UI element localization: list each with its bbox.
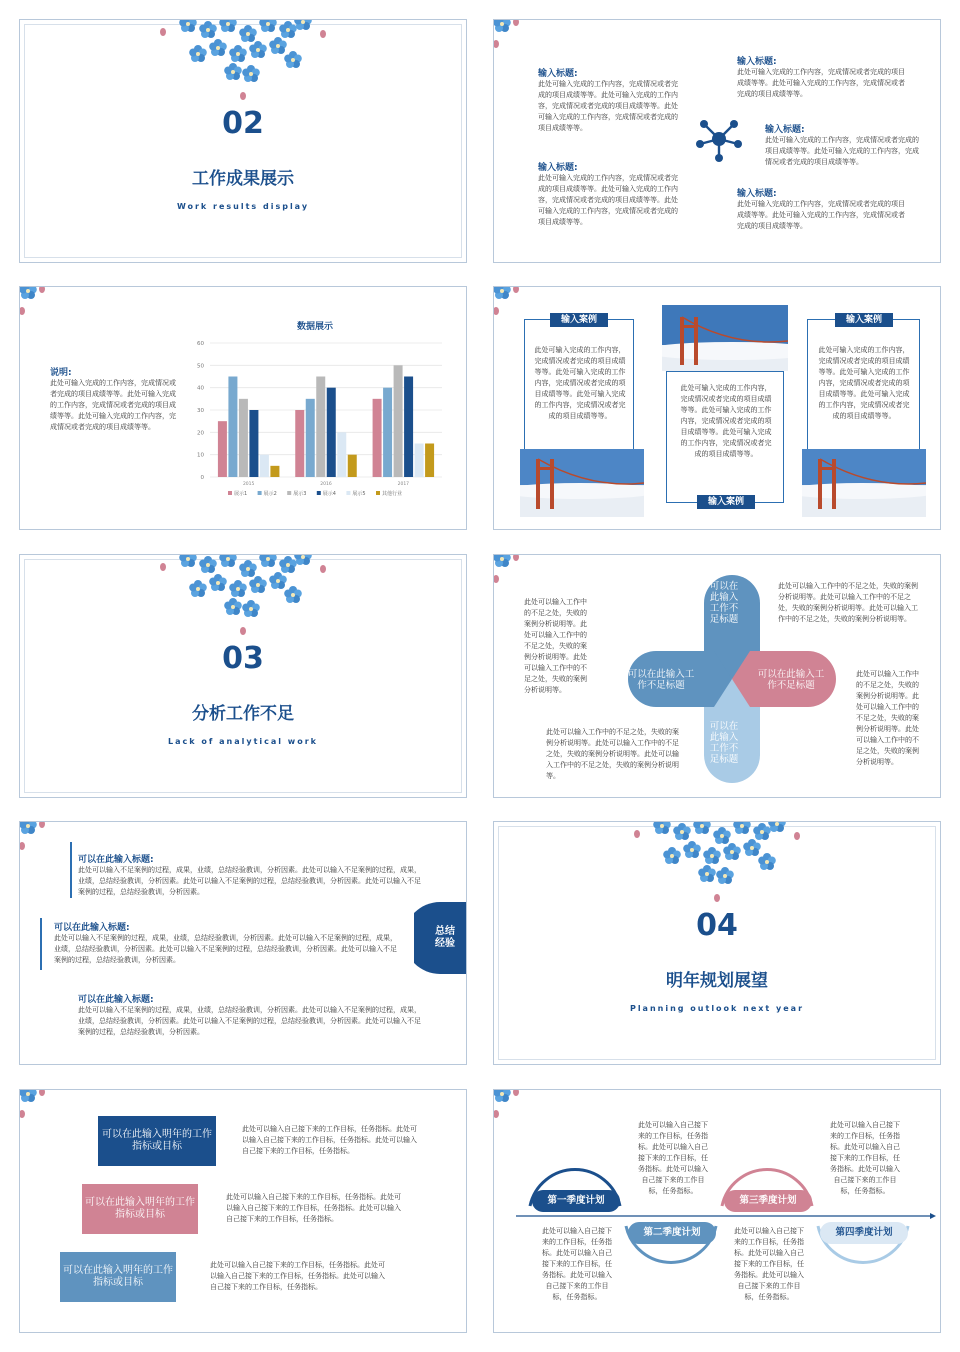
legend-label: 展示4: [322, 491, 336, 497]
bar-展示1-2016: [295, 410, 304, 477]
bar-chart: [180, 317, 450, 507]
bar-展示4-2015: [249, 410, 258, 477]
lesson-heading: 可以在此输入标题:: [54, 923, 130, 933]
text-right: 此处可以输入工作中的不足之处，失败的案例分析说明等。此处可以输入工作中的不足之处，失败的案例分析说明等。此处可以输入工作中的不足之处，失败的案例分析说明等。: [856, 670, 919, 766]
block-body: 此处可输入完成的工作内容，完成情况或者完成的项目成绩等等。此处可输入完成的工作内容，完成情况或者完成的项目成绩等等。: [737, 200, 905, 230]
slide-quarterly-plan[interactable]: [493, 1089, 941, 1333]
y-tick-label: 20: [197, 430, 204, 437]
bridge-photo: [662, 305, 788, 371]
x-tick-label: 2017: [397, 482, 410, 487]
accent-line: [70, 842, 72, 898]
legend-label: 展示5: [352, 491, 366, 497]
case-body-center: 此处可输入完成的工作内容，完成情况或者完成的项目成绩等等。此处可输入完成的工作内容，完成情况或者完成的项目成绩等等。此处可输入完成的工作内容，完成情况或者完成的项目成绩等等。: [680, 384, 772, 458]
corner-flower-decoration: [493, 286, 528, 325]
bar-展示1-2017: [373, 399, 382, 477]
legend-swatch: [317, 491, 321, 495]
quarter-3-label: 第三季度计划: [739, 1195, 797, 1206]
bar-展示4-2017: [404, 377, 413, 478]
goal-text-1: 此处可以输入自己接下来的工作目标，任务指标。此处可以输入自己接下来的工作目标，任务指标。此处可以输入自己接下来的工作目标，任务指标。: [242, 1125, 417, 1155]
bar-其他行业-2016: [348, 455, 357, 477]
quarter-3-text: 此处可以输入自己接下来的工作目标，任务指标。此处可以输入自己接下来的工作目标，任务指标。此处可以输入自己接下来的工作目标，任务指标。: [734, 1227, 804, 1301]
petal-left-label: 可以在此输入工作不足标题: [627, 669, 695, 691]
y-tick-label: 50: [197, 363, 204, 370]
flower-cluster-decoration: [133, 554, 353, 641]
case-tag-center: 输入案例: [697, 495, 755, 509]
block-body: 此处可输入完成的工作内容，完成情况或者完成的项目成绩等等。此处可输入完成的工作内容，完成情况或者完成的项目成绩等等。: [765, 136, 919, 166]
corner-flower-decoration: [493, 19, 528, 58]
y-tick-label: 0: [200, 475, 204, 481]
flower-cluster-decoration: [607, 821, 827, 908]
badge-line-2: 经验: [435, 938, 455, 949]
y-tick-label: 60: [197, 341, 204, 347]
lesson-body: 此处可以输入不足案例的过程，成果，业绩，总结经验教训，分析因素。此处可以输入不足案例的过程，成果，业绩，总结经验教训，分析因素。此处可以输入不足案例的过程，总结经验教训，分析因素。此处可以输入不足案例的过程，总结经验教训，分析因素。: [54, 934, 397, 964]
petal-bottom-label: 可以在此输入工作不足标题: [709, 721, 739, 765]
legend-label: 展示2: [263, 491, 277, 497]
section-title: 明年规划展望: [666, 971, 768, 991]
lesson-body: 此处可以输入不足案例的过程，成果，业绩，总结经验教训，分析因素。此处可以输入不足案例的过程，成果，业绩，总结经验教训，分析因素。此处可以输入不足案例的过程，总结经验教训，分析因素。此处可以输入不足案例的过程，总结经验教训，分析因素。: [78, 866, 421, 896]
block-body: 此处可输入完成的工作内容，完成情况或者完成的项目成绩等等。此处可输入完成的工作内容，完成情况或者完成的项目成绩等等。此处可输入完成的工作内容，完成情况或者完成的项目成绩等等。: [538, 80, 678, 132]
block-body: 此处可输入完成的工作内容，完成情况或者完成的项目成绩等等。此处可输入完成的工作内容，完成情况或者完成的项目成绩等等。: [737, 68, 905, 98]
case-tag-left: 输入案例: [550, 313, 608, 327]
x-tick-label: 2015: [242, 482, 255, 487]
legend-label: 展示1: [234, 491, 248, 497]
legend-label: 其他行业: [382, 491, 403, 497]
text-block-4: [765, 122, 920, 168]
bar-展示2-2015: [228, 377, 237, 478]
section-number: 04: [696, 908, 738, 943]
bridge-photo: [802, 449, 926, 517]
corner-flower-decoration: [19, 1089, 54, 1128]
petal-top-label: 可以在此输入工作不足标题: [709, 581, 739, 625]
goal-text-2: 此处可以输入自己接下来的工作目标，任务指标。此处可以输入自己接下来的工作目标，任务指标。此处可以输入自己接下来的工作目标，任务指标。: [226, 1193, 401, 1223]
legend-label: 展示3: [293, 491, 307, 497]
bar-展示3-2017: [394, 365, 403, 477]
legend-swatch: [228, 491, 232, 495]
network-icon: [694, 114, 744, 164]
note-heading: 说明:: [50, 368, 72, 378]
section-subtitle: Lack of analytical work: [168, 737, 318, 746]
block-heading: 输入标题:: [737, 57, 777, 67]
legend-swatch: [346, 491, 350, 495]
quarter-4-text: 此处可以输入自己接下来的工作目标，任务指标。此处可以输入自己接下来的工作目标，任务指标。此处可以输入自己接下来的工作目标，任务指标。: [830, 1121, 900, 1195]
case-tag-right: 输入案例: [835, 313, 893, 327]
bar-展示2-2016: [306, 399, 315, 477]
lesson-item-3: [78, 992, 424, 1038]
bar-其他行业-2015: [270, 466, 279, 477]
lesson-body: 此处可以输入不足案例的过程，成果，业绩，总结经验教训，分析因素。此处可以输入不足案例的过程，成果，业绩，总结经验教训，分析因素。此处可以输入不足案例的过程，总结经验教训，分析因素。此处可以输入不足案例的过程，总结经验教训，分析因素。: [78, 1006, 421, 1036]
slide-section-02[interactable]: [19, 19, 467, 263]
slide-lessons-learned[interactable]: [19, 821, 467, 1065]
block-heading: 输入标题:: [538, 163, 578, 173]
goal-block-2: 可以在此输入明年的工作指标或目标: [82, 1184, 198, 1234]
legend-swatch: [258, 491, 262, 495]
lesson-item-2: [54, 920, 400, 966]
goal-block-1: 可以在此输入明年的工作指标或目标: [98, 1116, 216, 1166]
section-number: 03: [222, 641, 264, 676]
quarter-2-text: 此处可以输入自己接下来的工作目标，任务指标。此处可以输入自己接下来的工作目标，任务指标。此处可以输入自己接下来的工作目标，任务指标。: [638, 1121, 708, 1195]
quarter-4-label: 第四季度计划: [835, 1227, 893, 1238]
quarter-1-label: 第一季度计划: [547, 1195, 605, 1206]
text-top-right: 此处可以输入工作中的不足之处，失败的案例分析说明等。此处可以输入工作中的不足之处，失败的案例分析说明等。此处可以输入工作中的不足之处，失败的案例分析说明等。: [778, 582, 918, 623]
slide-work-shortcomings[interactable]: [493, 554, 941, 798]
bar-展示2-2017: [383, 388, 392, 477]
bar-展示1-2015: [218, 421, 227, 477]
bar-展示5-2017: [415, 444, 424, 478]
x-tick-label: 2016: [320, 482, 332, 487]
slide-case-studies[interactable]: [493, 286, 941, 530]
goal-block-3: 可以在此输入明年的工作指标或目标: [60, 1252, 176, 1302]
slide-section-04[interactable]: [493, 821, 941, 1065]
summary-badge: [428, 926, 462, 950]
accent-line: [40, 918, 42, 970]
corner-flower-decoration: [19, 821, 54, 860]
bar-展示3-2016: [316, 377, 325, 478]
y-tick-label: 10: [197, 452, 204, 459]
bar-展示3-2015: [239, 399, 248, 477]
text-block-1: [538, 66, 684, 134]
y-tick-label: 40: [197, 385, 204, 392]
section-subtitle: Planning outlook next year: [629, 1004, 805, 1013]
block-heading: 输入标题:: [765, 125, 805, 135]
case-body-left: 此处可输入完成的工作内容，完成情况或者完成的项目成绩等等。此处可输入完成的工作内容，完成情况或者完成的项目成绩等等。此处可输入完成的工作内容，完成情况或者完成的项目成绩等等。: [534, 346, 626, 420]
corner-flower-decoration: [493, 554, 528, 593]
bridge-photo: [520, 449, 644, 517]
quarter-2-label: 第二季度计划: [643, 1227, 701, 1238]
slide-work-results-titles[interactable]: [493, 19, 941, 263]
slide-data-chart[interactable]: [19, 286, 467, 530]
flower-cluster-decoration: [133, 19, 353, 106]
bar-展示5-2016: [337, 432, 346, 477]
lesson-heading: 可以在此输入标题:: [78, 995, 154, 1005]
y-tick-label: 30: [197, 408, 204, 414]
text-block-3: [737, 54, 907, 100]
legend-swatch: [287, 491, 291, 495]
section-title: 分析工作不足: [192, 704, 294, 724]
case-body-right: 此处可输入完成的工作内容，完成情况或者完成的项目成绩等等。此处可输入完成的工作内容，完成情况或者完成的项目成绩等等。此处可输入完成的工作内容，完成情况或者完成的项目成绩等等。: [818, 346, 910, 420]
block-body: 此处可输入完成的工作内容，完成情况或者完成的项目成绩等等。此处可输入完成的工作内容，完成情况或者完成的项目成绩等等。此处可输入完成的工作内容，完成情况或者完成的项目成绩等等。: [538, 174, 678, 226]
note-body: 此处可输入完成的工作内容，完成情况或者完成的项目成绩等等。此处可输入完成的工作内容，完成情况或者完成的项目成绩等等。此处可输入完成的工作内容，完成情况或者完成的项目成绩等等。: [50, 379, 176, 431]
slide-next-year-goals[interactable]: [19, 1089, 467, 1333]
section-title: 工作成果展示: [192, 169, 294, 189]
slide-section-03[interactable]: [19, 554, 467, 798]
text-block-5: [737, 186, 907, 232]
chart-title: 数据展示: [296, 322, 334, 332]
block-heading: 输入标题:: [538, 69, 578, 79]
badge-line-1: 总结: [435, 926, 455, 937]
lesson-heading: 可以在此输入标题:: [78, 855, 154, 865]
petal-right-label: 可以在此输入工作不足标题: [757, 669, 825, 691]
text-bottom: 此处可以输入工作中的不足之处，失败的案例分析说明等。此处可以输入工作中的不足之处，失败的案例分析说明等。此处可以输入工作中的不足之处，失败的案例分析说明等。: [546, 728, 679, 780]
bar-展示5-2015: [260, 455, 269, 477]
text-block-2: [538, 160, 684, 228]
quarter-1-text: 此处可以输入自己接下来的工作目标，任务指标。此处可以输入自己接下来的工作目标，任务指标。此处可以输入自己接下来的工作目标，任务指标。: [542, 1227, 612, 1301]
section-subtitle: Work results display: [176, 202, 310, 211]
bar-展示4-2016: [327, 388, 336, 477]
bar-其他行业-2017: [425, 444, 434, 478]
legend-swatch: [376, 491, 380, 495]
lesson-item-1: [78, 852, 424, 898]
section-number: 02: [222, 106, 264, 141]
text-left: 此处可以输入工作中的不足之处，失败的案例分析说明等。此处可以输入工作中的不足之处，失败的案例分析说明等。此处可以输入工作中的不足之处，失败的案例分析说明等。: [524, 598, 587, 694]
chart-note: [50, 365, 178, 433]
goal-text-3: 此处可以输入自己接下来的工作目标，任务指标。此处可以输入自己接下来的工作目标，任务指标。此处可以输入自己接下来的工作目标，任务指标。: [210, 1261, 385, 1291]
corner-flower-decoration: [19, 286, 54, 325]
block-heading: 输入标题:: [737, 189, 777, 199]
